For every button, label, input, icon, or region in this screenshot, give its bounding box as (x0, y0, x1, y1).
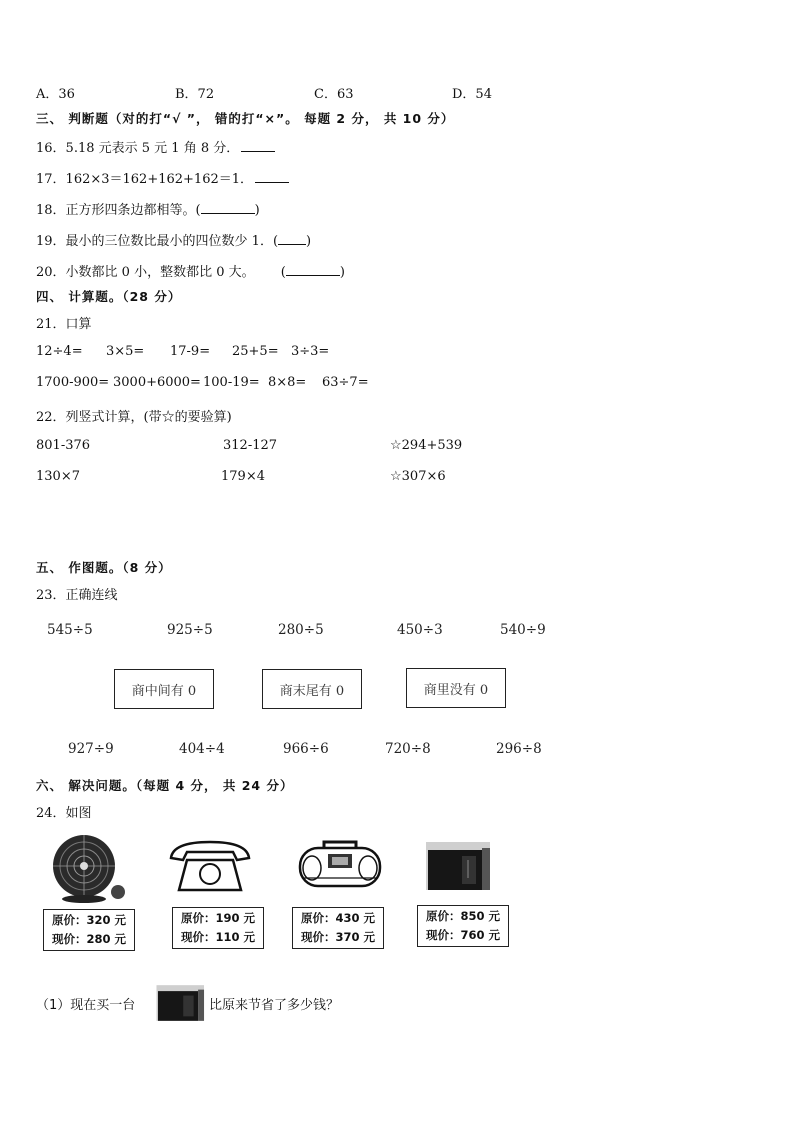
question-20 (36, 261, 345, 280)
vertical-calc: 179×4 (221, 469, 265, 484)
vertical-calc: ☆307×6 (390, 469, 446, 484)
price-tag (292, 907, 384, 949)
oral-calc: 17-9= (170, 344, 211, 359)
question-17 (36, 168, 289, 187)
answer-blank-20[interactable] (286, 263, 340, 276)
division-top[interactable]: 450÷3 (397, 622, 443, 638)
answer-blank-17[interactable] (255, 170, 289, 183)
quotient-category-box[interactable]: 商中间有 0 (114, 669, 214, 709)
vertical-calc: 130×7 (36, 469, 80, 484)
fan-icon (40, 832, 130, 904)
division-bottom[interactable]: 927÷9 (68, 741, 114, 757)
option-d: D．54 (452, 87, 492, 102)
paren-close: ) (339, 265, 345, 280)
question-16 (36, 137, 275, 156)
question-24: 24．如图 (36, 806, 92, 821)
original-price: 原价：430 元 (301, 911, 376, 925)
question-17-text: 17．162×3＝162+162+162＝1． (36, 172, 254, 187)
division-top[interactable]: 540÷9 (500, 622, 546, 638)
question-24-1-suffix: 比原来节省了多少钱？ (209, 998, 340, 1013)
question-18-text: 18．正方形四条边都相等。( (36, 203, 201, 218)
price-tag (417, 905, 509, 947)
oral-calc: 63÷7= (322, 375, 369, 390)
current-price: 现价：370 元 (301, 930, 376, 944)
question-18 (36, 199, 260, 218)
paren-close: ) (306, 234, 312, 249)
question-19 (36, 230, 311, 249)
question-20-text: 20．小数都比 0 小，整数都比 0 大。 (36, 265, 255, 280)
division-bottom[interactable]: 720÷8 (385, 741, 431, 757)
quotient-category-box[interactable]: 商末尾有 0 (262, 669, 362, 709)
section-4-title: 四、 计算题。（28 分） (36, 289, 182, 304)
telephone-icon (165, 838, 255, 896)
vertical-calc: 801-376 (36, 438, 91, 453)
oral-calc: 3000+6000= (113, 375, 201, 390)
current-price: 现价：760 元 (426, 928, 501, 942)
microwave-icon (155, 982, 207, 1024)
answer-blank-16[interactable] (241, 139, 275, 152)
question-21: 21．口算 (36, 317, 92, 332)
price-tag (43, 909, 135, 951)
current-price: 现价：110 元 (181, 930, 256, 944)
price-tag (172, 907, 264, 949)
oral-calc: 8×8= (268, 375, 307, 390)
oral-calc: 12÷4= (36, 344, 83, 359)
section-3-title: 三、 判断题（对的打“√ ”， 错的打“×”。 每题 2 分， 共 10 分） (36, 111, 455, 126)
question-22: 22．列竖式计算，(带☆的要验算) (36, 410, 232, 425)
oral-calc: 1700-900= (36, 375, 110, 390)
division-bottom[interactable]: 404÷4 (179, 741, 225, 757)
microwave-icon (424, 838, 494, 894)
division-bottom[interactable]: 296÷8 (496, 741, 542, 757)
original-price: 原价：190 元 (181, 911, 256, 925)
original-price: 原价：320 元 (52, 913, 127, 927)
quotient-category-box[interactable]: 商里没有 0 (406, 668, 506, 708)
answer-blank-18[interactable] (201, 201, 255, 214)
question-23: 23．正确连线 (36, 588, 118, 603)
section-6-title: 六、 解决问题。（每题 4 分， 共 24 分） (36, 778, 294, 793)
option-b: B．72 (175, 87, 215, 102)
paren-close: ) (254, 203, 260, 218)
current-price: 现价：280 元 (52, 932, 127, 946)
option-a: A．36 (36, 87, 75, 102)
division-bottom[interactable]: 966÷6 (283, 741, 329, 757)
question-19-text: 19．最小的三位数比最小的四位数少 1．( (36, 234, 279, 249)
vertical-calc: 312-127 (223, 438, 278, 453)
oral-calc: 25+5= (232, 344, 279, 359)
oral-calc: 100-19= (203, 375, 260, 390)
oral-calc: 3÷3= (291, 344, 330, 359)
option-c: C．63 (314, 87, 354, 102)
vertical-calc: ☆294+539 (390, 438, 463, 453)
answer-blank-19[interactable] (278, 232, 306, 245)
division-top[interactable]: 545÷5 (47, 622, 93, 638)
division-top[interactable]: 925÷5 (167, 622, 213, 638)
question-16-text: 16．5.18 元表示 5 元 1 角 8 分． (36, 141, 240, 156)
radio-icon (294, 838, 386, 894)
question-24-1-prefix: （1）现在买一台 (36, 998, 136, 1013)
oral-calc: 3×5= (106, 344, 145, 359)
paren-open: ( (280, 265, 286, 280)
division-top[interactable]: 280÷5 (278, 622, 324, 638)
original-price: 原价：850 元 (426, 909, 501, 923)
section-5-title: 五、 作图题。（8 分） (36, 560, 172, 575)
